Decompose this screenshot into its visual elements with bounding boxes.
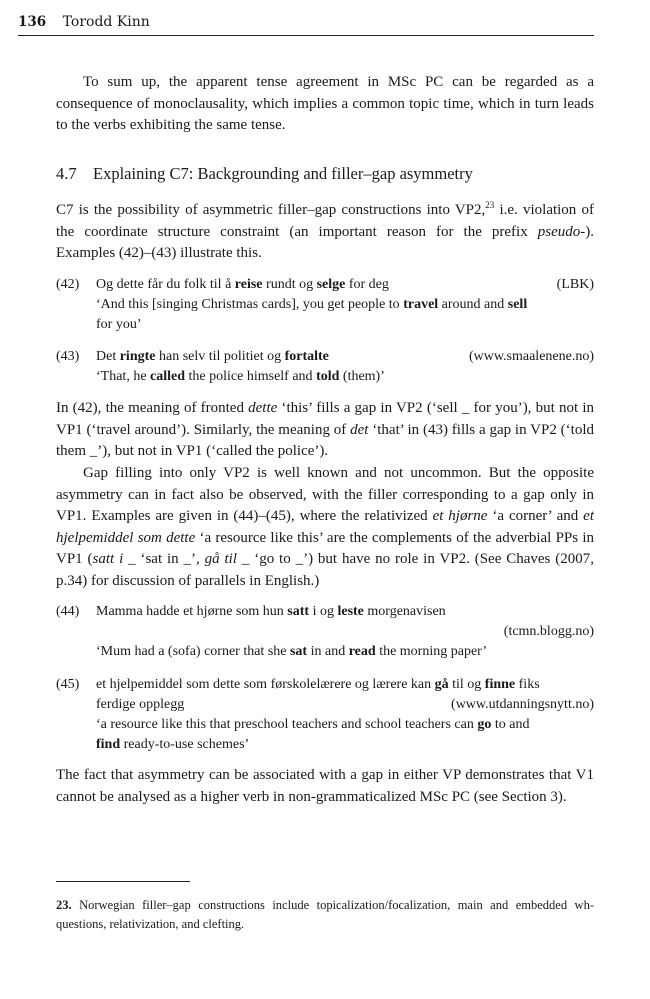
example-43 <box>56 347 594 387</box>
paragraph-conclusion: The fact that asymmetry can be associated with a gap in either VP demonstrates that V1 cannot be analysed as a higher verb in non-grammaticalized MSc PC (see Section 3). <box>56 767 594 805</box>
example-source-line: et hjelpemiddel som dette som førskolelærere og lærere kan gå til og finne fiks <box>96 677 540 692</box>
example-45 <box>56 675 594 755</box>
section-heading <box>56 163 594 185</box>
example-number: (45) <box>56 677 80 692</box>
running-head <box>18 13 594 31</box>
example-source-line-cont: ferdige opplegg (www.utdanningsnytt.no) <box>56 695 594 715</box>
example-source: (tcmn.blogg.no) <box>503 624 594 639</box>
example-44 <box>56 602 594 662</box>
example-42 <box>56 275 594 335</box>
example-translation: ‘And this [singing Christmas cards], you get people to travel around and sell <box>96 297 528 312</box>
header-rule <box>18 35 594 36</box>
paragraph-42-43-discussion: In (42), the meaning of fronted dette ‘this’ fills a gap in VP2 (‘sell _ for you’), but not in VP1 (‘travel around’). Similarly, the meaning of det ‘that’ in (43) fills a gap in VP2 (‘told them _’), but not in VP1 (‘called the police’). <box>56 400 594 459</box>
section-title: Explaining C7: Backgrounding and filler–gap asymmetry <box>93 164 473 183</box>
example-source: (www.smaalenene.no) <box>468 349 594 364</box>
example-source-line: Det ringte han selv til politiet og fortalte (www.smaalenene.no) <box>56 347 594 367</box>
example-translation: ‘That, he called the police himself and told (them)’ <box>96 369 385 384</box>
paragraph-summary: To sum up, the apparent tense agreement in MSc PC can be regarded as a consequence of monoclausality, which implies a common topic time, which in turn leads to the verbs exhibiting the same tense. <box>56 74 594 133</box>
footnote-23 <box>56 896 594 934</box>
example-number: (42) <box>56 277 80 292</box>
running-head-author: Torodd Kinn <box>62 14 150 30</box>
paragraph-c7: C7 is the possibility of asymmetric filler–gap constructions into VP2,23 i.e. violation of the coordinate structure constraint (an important reason for the prefix pseudo-). Examples (42)–(43) illustrate this. <box>56 200 594 261</box>
example-number: (43) <box>56 349 80 364</box>
example-translation: ‘Mum had a (sofa) corner that she sat in and read the morning paper’ <box>96 644 488 659</box>
example-translation-cont: for you’ <box>96 317 142 332</box>
footnote-rule <box>56 881 190 882</box>
footnote-text: Norwegian filler–gap constructions include topicalization/focalization, main and embedded wh-questions, relativization, and clefting. <box>56 898 594 931</box>
example-number: (44) <box>56 604 80 619</box>
example-source-line: Og dette får du folk til å reise rundt og selge for deg (LBK) <box>56 275 594 295</box>
section-number: 4.7 <box>56 164 77 183</box>
footnote-number: 23. <box>56 898 72 912</box>
footnote-ref[interactable]: 23 <box>485 200 495 210</box>
paragraph-gap-filling: Gap filling into only VP2 is well known and not uncommon. But the opposite asymmetry can in fact also be observed, with the filler corresponding to a gap only in VP1. Examples are given in (44)–(45), where the relativized et hjørne ‘a corner’ and et hjelpemiddel som dette ‘a resource like this’ are the complements of the adverbial PPs in VP1 (satt i _ ‘sat in _’, gå til _ ‘go to _’) but have no role in VP2. (See Chaves (2007, p.34) for discussion of parallels in English.) <box>56 465 594 589</box>
example-translation-cont: find ready-to-use schemes’ <box>96 737 250 752</box>
example-source-line: Mamma hadde et hjørne som hun satt i og leste morgenavisen <box>96 604 446 619</box>
page-number: 136 <box>18 14 47 30</box>
example-source: (www.utdanningsnytt.no) <box>451 697 594 712</box>
example-translation: ‘a resource like this that preschool teachers and school teachers can go to and <box>96 717 530 732</box>
example-source: (LBK) <box>556 277 594 292</box>
